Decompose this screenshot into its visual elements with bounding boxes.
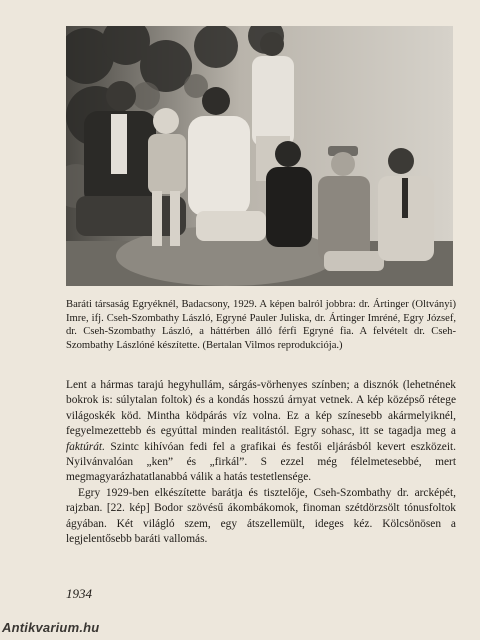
photo-caption: Baráti társaság Egryéknél, Badacsony, 1929. A képen balról jobbra: dr. Ártinger (Oltványi) Imre, ifj. Cseh-Szombathy László, Egryné Pauler Juliska, dr. Ártinger Imréné, Egry József, dr. Cseh-Szombathy László, a háttérben álló férfi Egryné fia. A felvételt dr. Cseh-Szombathy Lászlóné készítette. (Bertalan Vilmos reprodukciója.) bbox=[66, 299, 456, 351]
paragraph-1 bbox=[66, 378, 456, 486]
body-text bbox=[66, 378, 456, 547]
group-photo bbox=[66, 26, 453, 286]
paragraph-1-part-a: Lent a hármas tarajú hegyhullám, sárgás-vörhenyes színben; a disznók (lehetnének bokrok is: súlytalan foltok) és a kondás hosszú árnyat vetnek. A kép középső rétege világoskék köd. Mintha ködpárás víz volna. Ez a kép színesebb akármelyiknél, fegyelmezettebb és egyúttal minden realitástól. Egry sohasc, itt se tagadja meg a bbox=[66, 379, 456, 438]
watermark: Antikvarium.hu bbox=[2, 620, 100, 635]
paragraph-1-part-b: Szintc kihívóan fedi fel a grafikai és festői eljárásból kevert eszközeit. Nyilvánvalóan „ken” és „firkál”. S ezzel még félelmetesebbé, mert megmagyarázhatatlanabbá válik a hatás testetlensége. bbox=[66, 440, 456, 484]
paragraph-1-emphasis: faktúrát. bbox=[66, 440, 105, 453]
paragraph-2: Egry 1929-ben elkészítette barátja és tisztelője, Cseh-Szombathy dr. arcképét, rajzban. [22. kép] Bodor szövésű ákombákomok, finoman szétdörzsölt tónusfoltok ágyában. Két világló szem, egy átszellemült, ideges kéz. Kölcsönösen a legjelentősebb baráti vallomás. bbox=[66, 486, 456, 546]
page-number: 1934 bbox=[66, 586, 92, 601]
